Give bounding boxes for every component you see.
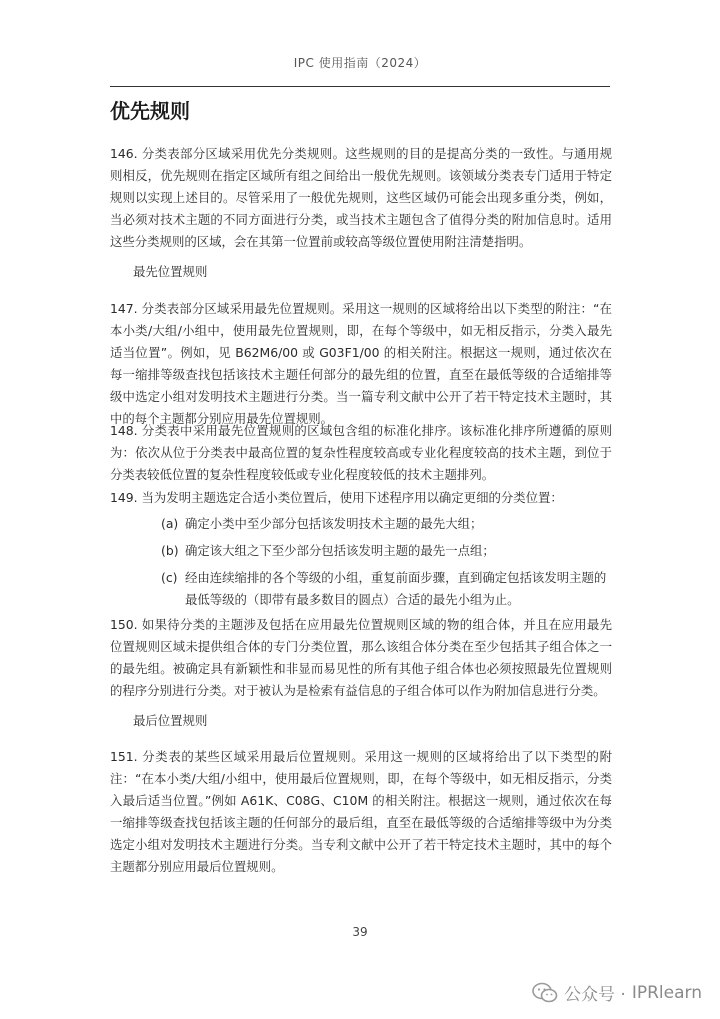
page-number: 39 [352, 925, 368, 939]
watermark-account-name: IPRlearn [631, 982, 702, 1003]
header-divider [110, 86, 610, 87]
page-header: IPC 使用指南（2024） [293, 56, 427, 70]
subheading-last-place-rule: 最后位置规则 [133, 713, 208, 728]
list-item-a [161, 513, 612, 535]
list-item-text: 确定小类中至少部分包括该发明技术主题的最先大组； [185, 516, 483, 531]
paragraph-149: 149. 当为发明主题选定合适小类位置后，使用下述程序用以确定更细的分类位置： [110, 490, 563, 505]
list-marker: (c) [161, 570, 178, 585]
list-item-text: 经由连续缩排的各个等级的小组，重复前面步骤，直到确定包括该发明主题的最低等级的（即带有最多数目的圆点）合适的最先小组为止。 [185, 570, 607, 607]
wechat-watermark [532, 980, 702, 1005]
list-item-b [161, 540, 612, 562]
list-item-c [161, 567, 612, 611]
watermark-label: 公众号 · [564, 985, 626, 1005]
subheading-first-place-rule: 最先位置规则 [133, 264, 208, 279]
paragraph-151: 151. 分类表的某些区域采用最后位置规则。采用这一规则的区域将给出了以下类型的附注：“在本小类/大组/小组中，使用最后位置规则，即，在每个等级中，如无相反指示，分类入最后适当位置。”例如 A61K、C08G、C10M 的相关附注。根据这一规则，通过依次在每一缩排等级查找包括该主题的任何部分的最后组，直至在最低等级的合适缩排等级中为分类选定小组对发明技术主题进行分类。当专利文献中公开了若干特定技术主题时，其中的每个主题都分别应用最后位置规则。 [110, 749, 612, 874]
paragraph-146: 146. 分类表部分区域采用优先分类规则。这些规则的目的是提高分类的一致性。与通用规则相反，优先规则在指定区域所有组之间给出一般优先规则。该领域分类表专门适用于特定规则以实现上述目的。尽管采用了一般优先规则，这些区域仍可能会出现多重分类，例如，当必须对技术主题的不同方面进行分类，或当技术主题包含了值得分类的附加信息时。适用这些分类规则的区域，会在其第一位置前或较高等级位置使用附注清楚指明。 [110, 146, 612, 249]
paragraph-150: 150. 如果待分类的主题涉及包括在应用最先位置规则区域的物的组合体，并且在应用最先位置规则区域未提供组合体的专门分类位置，那么该组合体分类在至少包括其子组合体之一的最先组。被确定具有新颖性和非显而易见性的所有其他子组合体也必须按照最先位置规则的程序分别进行分类。对于被认为是检索有益信息的子组合体可以作为附加信息进行分类。 [110, 617, 612, 698]
paragraph-148: 148. 分类表中采用最先位置规则的区域包含组的标准化排序。该标准化排序所遵循的原则为：依次从位于分类表中最高位置的复杂性程度较高或专业化程度较高的技术主题，到位于分类表较低位置的复杂性程度较低或专业化程度较低的技术主题排列。 [110, 423, 612, 482]
list-item-text: 确定该大组之下至少部分包括该发明主题的最先一点组； [185, 543, 495, 558]
list-marker: (a) [161, 516, 179, 531]
wechat-icon [532, 982, 558, 1004]
paragraph-147: 147. 分类表部分区域采用最先位置规则。采用这一规则的区域将给出以下类型的附注：“在本小类/大组/小组中，使用最先位置规则，即，在每个等级中，如无相反指示，分类入最先适当位置”。例如，见 B62M6/00 或 G03F1/00 的相关附注。根据这一规则，通过依次在每一缩排等级查找包括该技术主题任何部分的最先组的位置，直至在最低等级的合适缩排等级中选定小组对发明技术主题进行分类。当一篇专利文献中公开了若干特定技术主题时，其中的每个主题都分别应用最先位置规则。 [110, 301, 612, 426]
list-marker: (b) [161, 543, 179, 558]
section-title: 优先规则 [110, 99, 190, 123]
